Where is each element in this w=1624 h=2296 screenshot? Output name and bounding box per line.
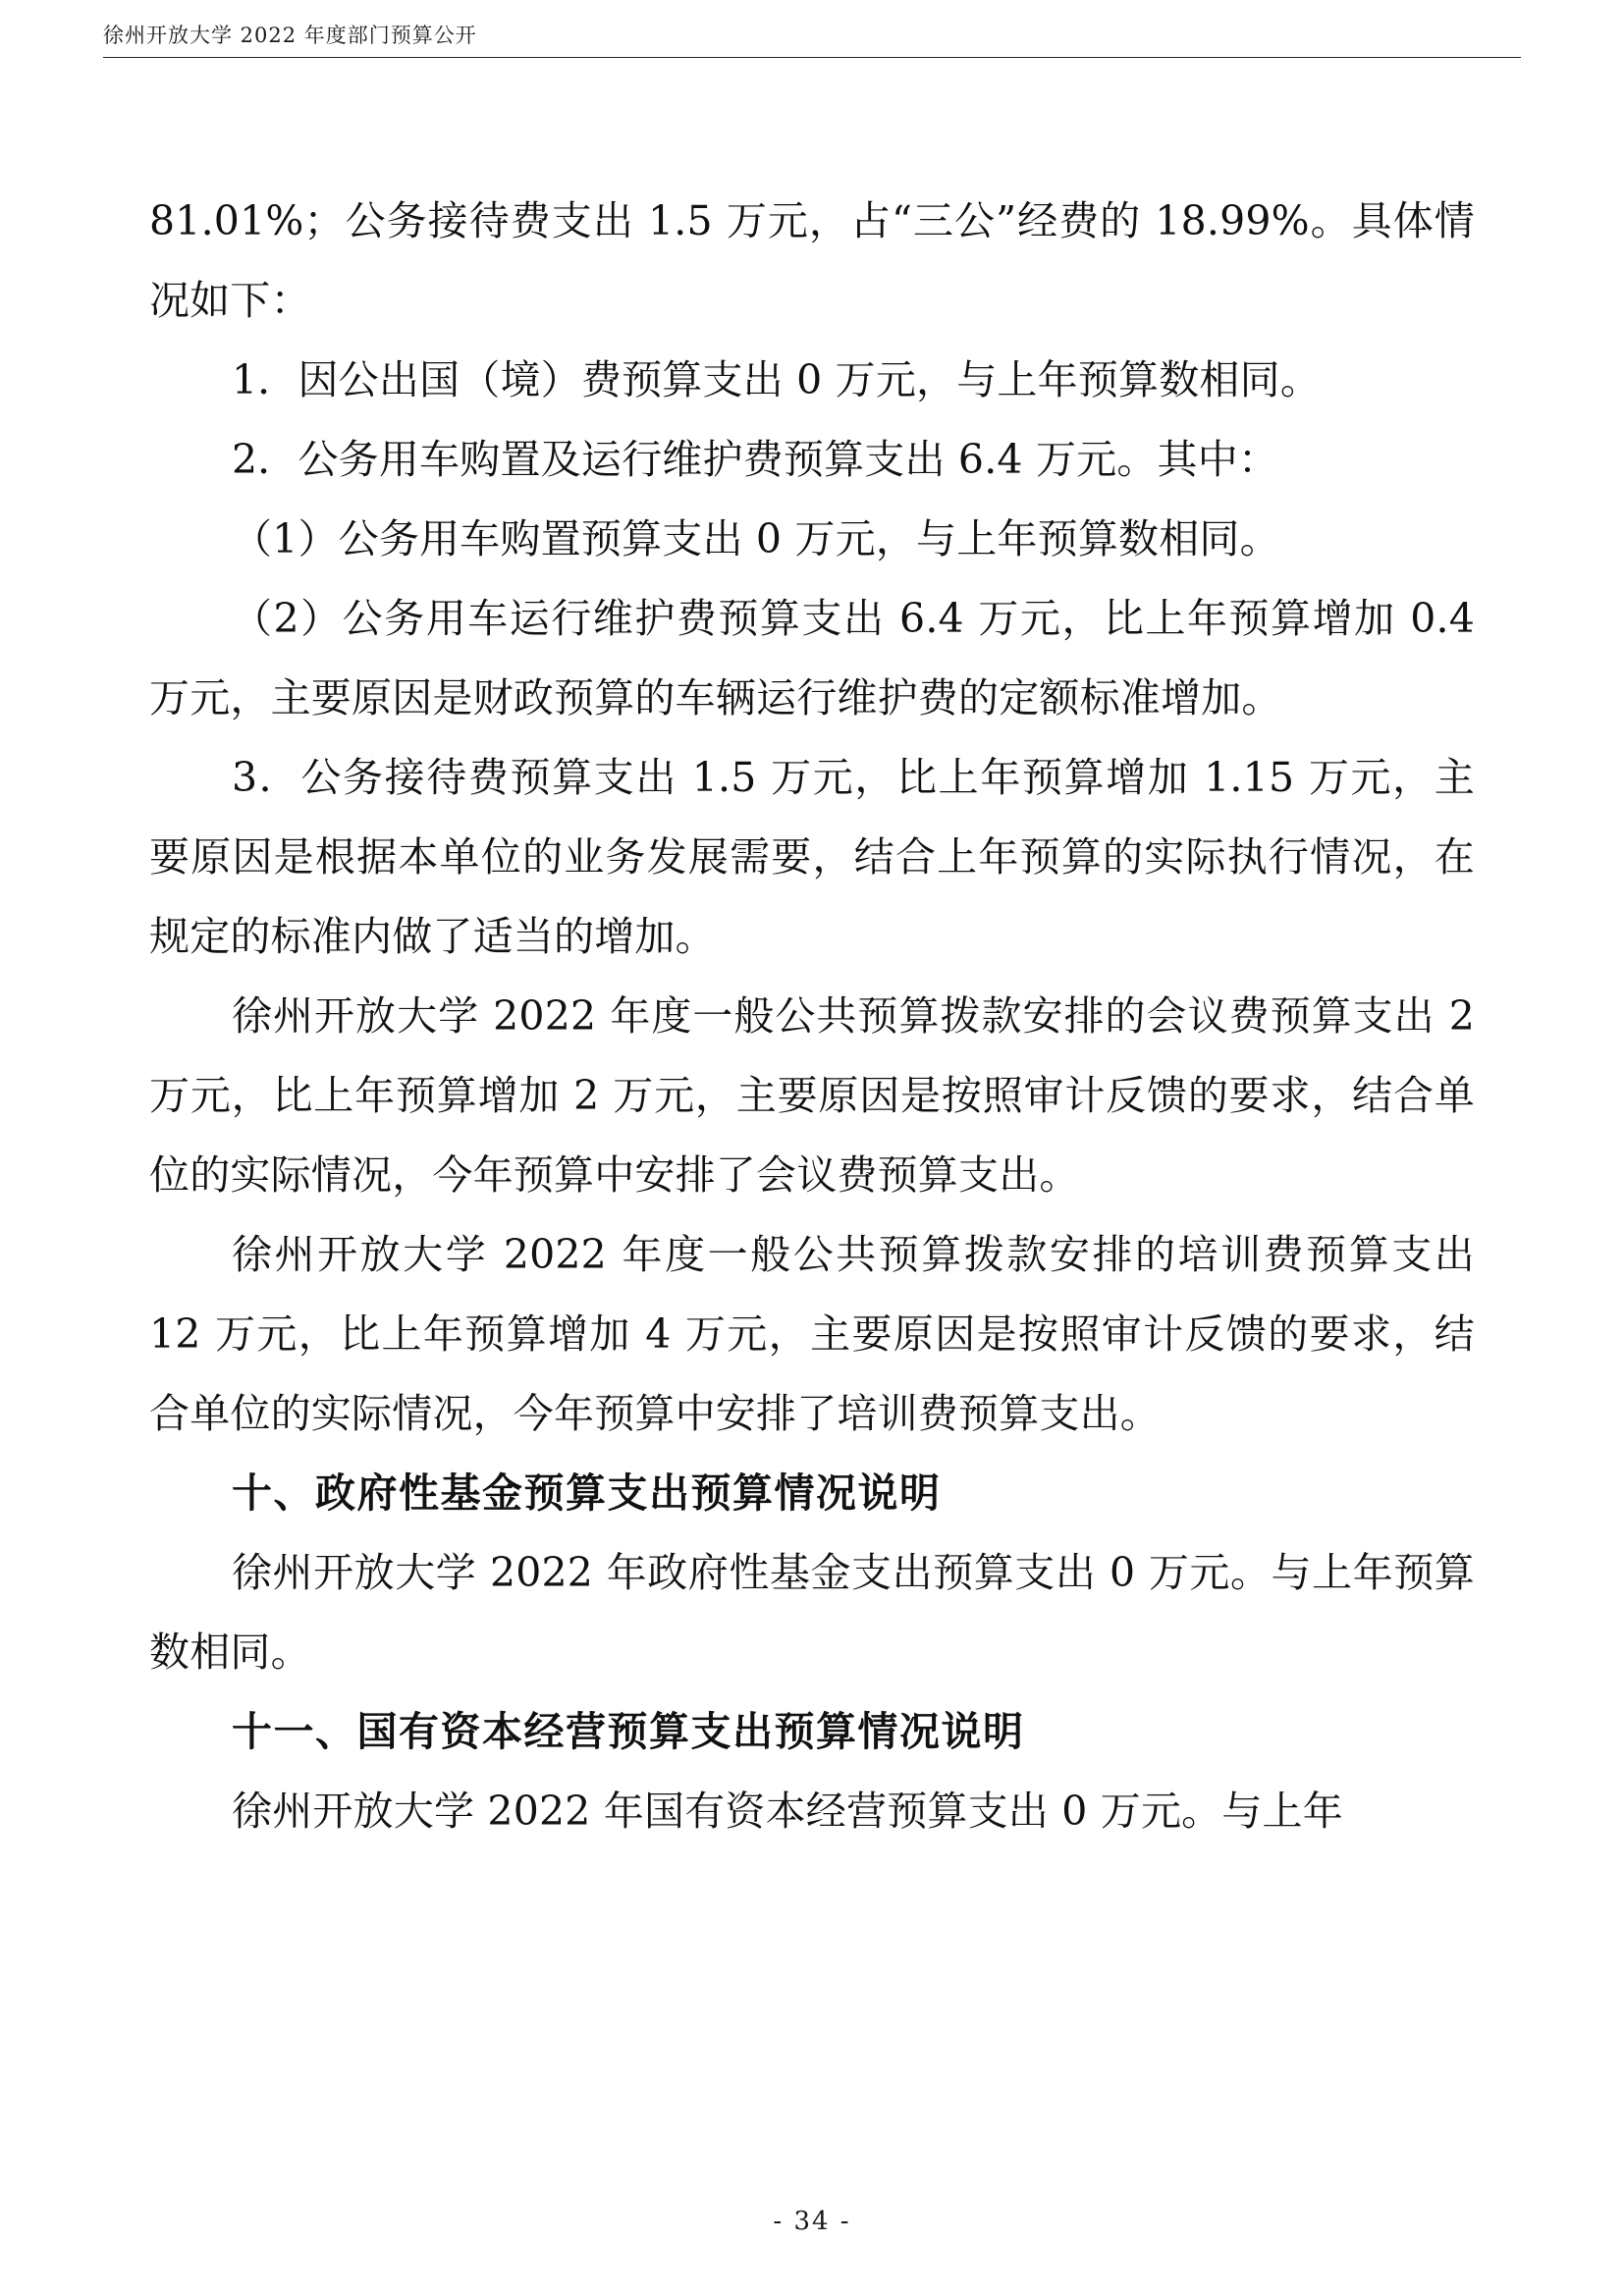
paragraph-item-3-hospitality: 3．公务接待费预算支出 1.5 万元，比上年预算增加 1.15 万元，主要原因是根据本单位的业务发展需要，结合上年预算的实际执行情况，在规定的标准内做了适当的增加。 [149, 754, 1475, 960]
paragraph-item-1-overseas: 1．因公出国（境）费预算支出 0 万元，与上年预算数相同。 [232, 356, 1322, 403]
paragraph-three-public-summary: 81.01%；公务接待费支出 1.5 万元，占“三公”经费的 18.99%。具体情况如下： [149, 197, 1475, 324]
paragraph-item-2-vehicle: 2．公务用车购置及运行维护费预算支出 6.4 万元。其中： [232, 436, 1279, 483]
header-title: 徐州开放大学 2022 年度部门预算公开 [103, 24, 477, 47]
page-footer [0, 2207, 1624, 2236]
paragraph-item-2-1-vehicle-purchase: （1）公务用车购置预算支出 0 万元，与上年预算数相同。 [232, 515, 1280, 562]
paragraph-section-10-body: 徐州开放大学 2022 年政府性基金支出预算支出 0 万元。与上年预算数相同。 [149, 1549, 1475, 1676]
paragraph-item-2-2-vehicle-maintenance: （2）公务用车运行维护费预算支出 6.4 万元，比上年预算增加 0.4 万元，主要原因是财政预算的车辆运行维护费的定额标准增加。 [149, 595, 1475, 721]
heading-section-11: 十一、国有资本经营预算支出预算情况说明 [232, 1708, 1025, 1755]
page-number: - 34 - [773, 2207, 851, 2236]
paragraph-meeting-fee: 徐州开放大学 2022 年度一般公共预算拨款安排的会议费预算支出 2 万元，比上年预算增加 2 万元，主要原因是按照审计反馈的要求，结合单位的实际情况，今年预算中安排了会议费预算支出。 [149, 992, 1475, 1199]
paragraph-training-fee: 徐州开放大学 2022 年度一般公共预算拨款安排的培训费预算支出 12 万元，比上年预算增加 4 万元，主要原因是按照审计反馈的要求，结合单位的实际情况，今年预算中安排了培训费预算支出。 [149, 1231, 1475, 1437]
heading-section-10: 十、政府性基金预算支出预算情况说明 [232, 1469, 942, 1517]
document-body [149, 182, 1475, 1851]
header-divider [103, 57, 1521, 58]
paragraph-section-11-body: 徐州开放大学 2022 年国有资本经营预算支出 0 万元。与上年 [232, 1788, 1343, 1835]
